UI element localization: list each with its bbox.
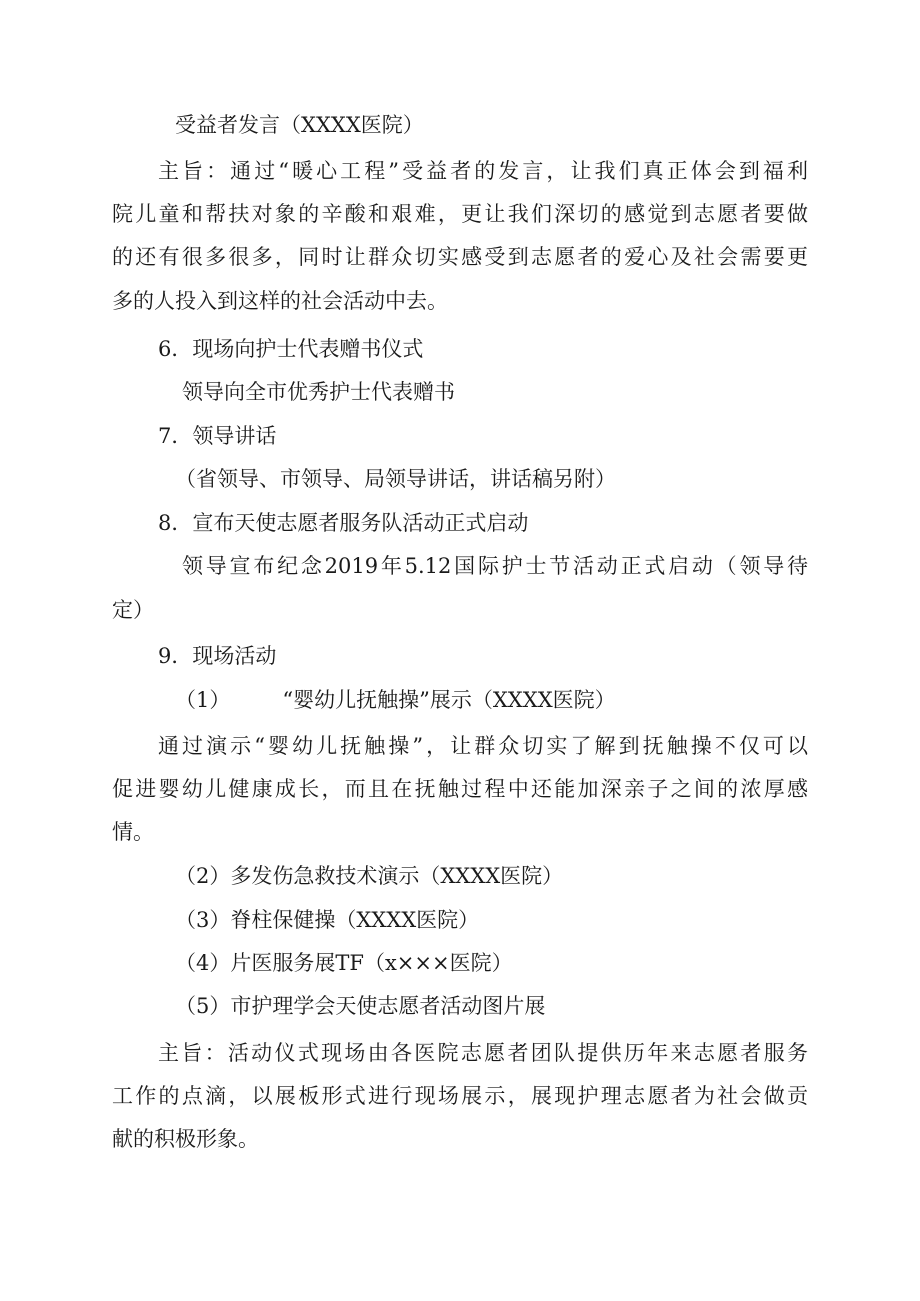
item9-sub5: （5）市护理学会天使志愿者活动图片展 <box>175 994 546 1018</box>
item7-title: 7．领导讲话 <box>158 424 277 448</box>
purpose1-line1: 主旨：通过“暖心工程”受益者的发言，让我们真正体会到福利 <box>158 159 808 183</box>
item9-sub1-number: （1） <box>175 688 231 712</box>
item7-desc: （省领导、市领导、局领导讲话，讲话稿另附） <box>175 467 616 491</box>
purpose2-line1: 主旨：活动仪式现场由各医院志愿者团队提供历年来志愿者服务 <box>158 1041 808 1065</box>
item6-title: 6．现场向护士代表赠书仪式 <box>158 337 424 361</box>
item9-title: 9．现场活动 <box>158 644 277 668</box>
speech-heading: 受益者发言（XXXX医院） <box>175 113 424 137</box>
purpose1-line4: 多的人投入到这样的社会活动中去。 <box>112 289 448 313</box>
purpose1-line3: 的还有很多很多，同时让群众切实感受到志愿者的爱心及社会需要更 <box>112 245 808 269</box>
purpose2-line2: 工作的点滴，以展板形式进行现场展示，展现护理志愿者为社会做贡 <box>112 1084 808 1108</box>
item9-sub3: （3）脊柱保健操（XXXX医院） <box>175 908 480 932</box>
item8-desc-line1: 领导宣布纪念2019年5.12国际护士节活动正式启动（领导待 <box>182 554 808 578</box>
purpose2-line3: 献的积极形象。 <box>112 1127 259 1151</box>
item8-desc-line2: 定） <box>112 598 154 622</box>
item9-sub1-desc-line2: 促进婴幼儿健康成长，而且在抚触过程中还能加深亲子之间的浓厚感 <box>112 777 808 801</box>
item9-sub1-text: “婴幼儿抚触操”展示（XXXX医院） <box>282 688 616 712</box>
item9-sub4: （4）片医服务展TF（x×××医院） <box>175 951 513 975</box>
item9-sub1-desc-line1: 通过演示“婴幼儿抚触操”，让群众切实了解到抚触操不仅可以 <box>158 734 808 758</box>
purpose1-line2: 院儿童和帮扶对象的辛酸和艰难，更让我们深切的感觉到志愿者要做 <box>112 202 808 226</box>
item9-sub2: （2）多发伤急救技术演示（XXXX医院） <box>175 864 564 888</box>
item9-sub1-desc-line3: 情。 <box>112 820 154 844</box>
item6-desc: 领导向全市优秀护士代表赠书 <box>182 380 455 404</box>
item8-title: 8．宣布天使志愿者服务队活动正式启动 <box>158 511 529 535</box>
item9-sub1 <box>175 686 616 714</box>
